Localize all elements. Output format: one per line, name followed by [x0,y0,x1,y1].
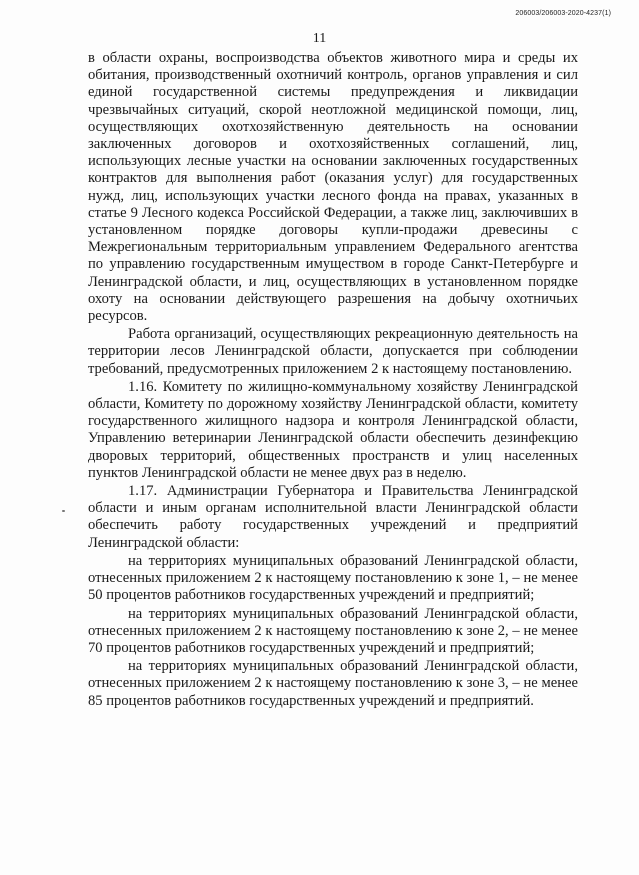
document-id: 206003/206003-2020-4237(1) [515,10,611,17]
paragraph-zone-2: на территориях муниципальных образований Ленинградской области, отнесенных приложением 2 к настоящему постановлению к зоне 2, – не менее 70 процентов работников государственных учреждений и предприятий; [88,605,578,656]
page-number: 11 [312,31,327,46]
document-body [88,50,578,710]
paragraph-zone-1: на территориях муниципальных образований Ленинградской области, отнесенных приложением 2 к настоящему постановлению к зоне 1, – не менее 50 процентов работников государственных учреждений и предприятий; [88,552,578,604]
scan-mark [62,510,65,512]
paragraph-zone-3: на территориях муниципальных образований Ленинградской области, отнесенных приложением 2 к настоящему постановлению к зоне 3, – не менее 85 процентов работников государственных учреждений и предприятий. [88,658,578,709]
paragraph-recreation: Работа организаций, осуществляющих рекреационную деятельность на территории лесов Ленинградской области, допускается при соблюдении требований, предусмотренных приложением 2 к настоящему постановлению. [88,326,578,377]
paragraph-clause-1-16: 1.16. Комитету по жилищно-коммунальному хозяйству Ленинградской области, Комитету по дорожному хозяйству Ленинградской области, комитету государственного жилищного надзора и контроля Ленинградской области, Управлению ветеринарии Ленинградской области обеспечить дезинфекцию дворовых территорий, общественных пространств и улиц населенных пунктов Ленинградской области не менее двух раз в неделю. [88,378,578,481]
paragraph-continuation: в области охраны, воспроизводства объектов животного мира и среды их обитания, производственный охотничий контроль, органов управления и сил единой государственной системы предупреждения и ликвидации чрезвычайных ситуаций, скорой неотложной медицинской помощи, лиц, осуществляющих охотхозяйственную деятельность на основании заключенных договоров и охотхозяйственных соглашений, лиц, использующих лесные участки на основании заключенных государственных контрактов для выполнения работ (оказания услуг) для государственных нужд, лиц, использующих участки лесного фонда на правах, указанных в статье 9 Лесного кодекса Российской Федерации, а также лиц, заключивших в установленном порядке договоры купли-продажи древесины с Межрегиональным территориальным управлением Федерального агентства по управлению государственным имуществом в городе Санкт-Петербурге и Ленинградской области, и лиц, осуществляющих в установленном порядке охоту на основании действующего разрешения на добычу охотничьих ресурсов. [88,50,578,325]
paragraph-clause-1-17: 1.17. Администрации Губернатора и Правительства Ленинградской области и иным органам исполнительной власти Ленинградской области обеспечить работу государственных учреждений и предприятий Ленинградской области: [88,483,578,551]
